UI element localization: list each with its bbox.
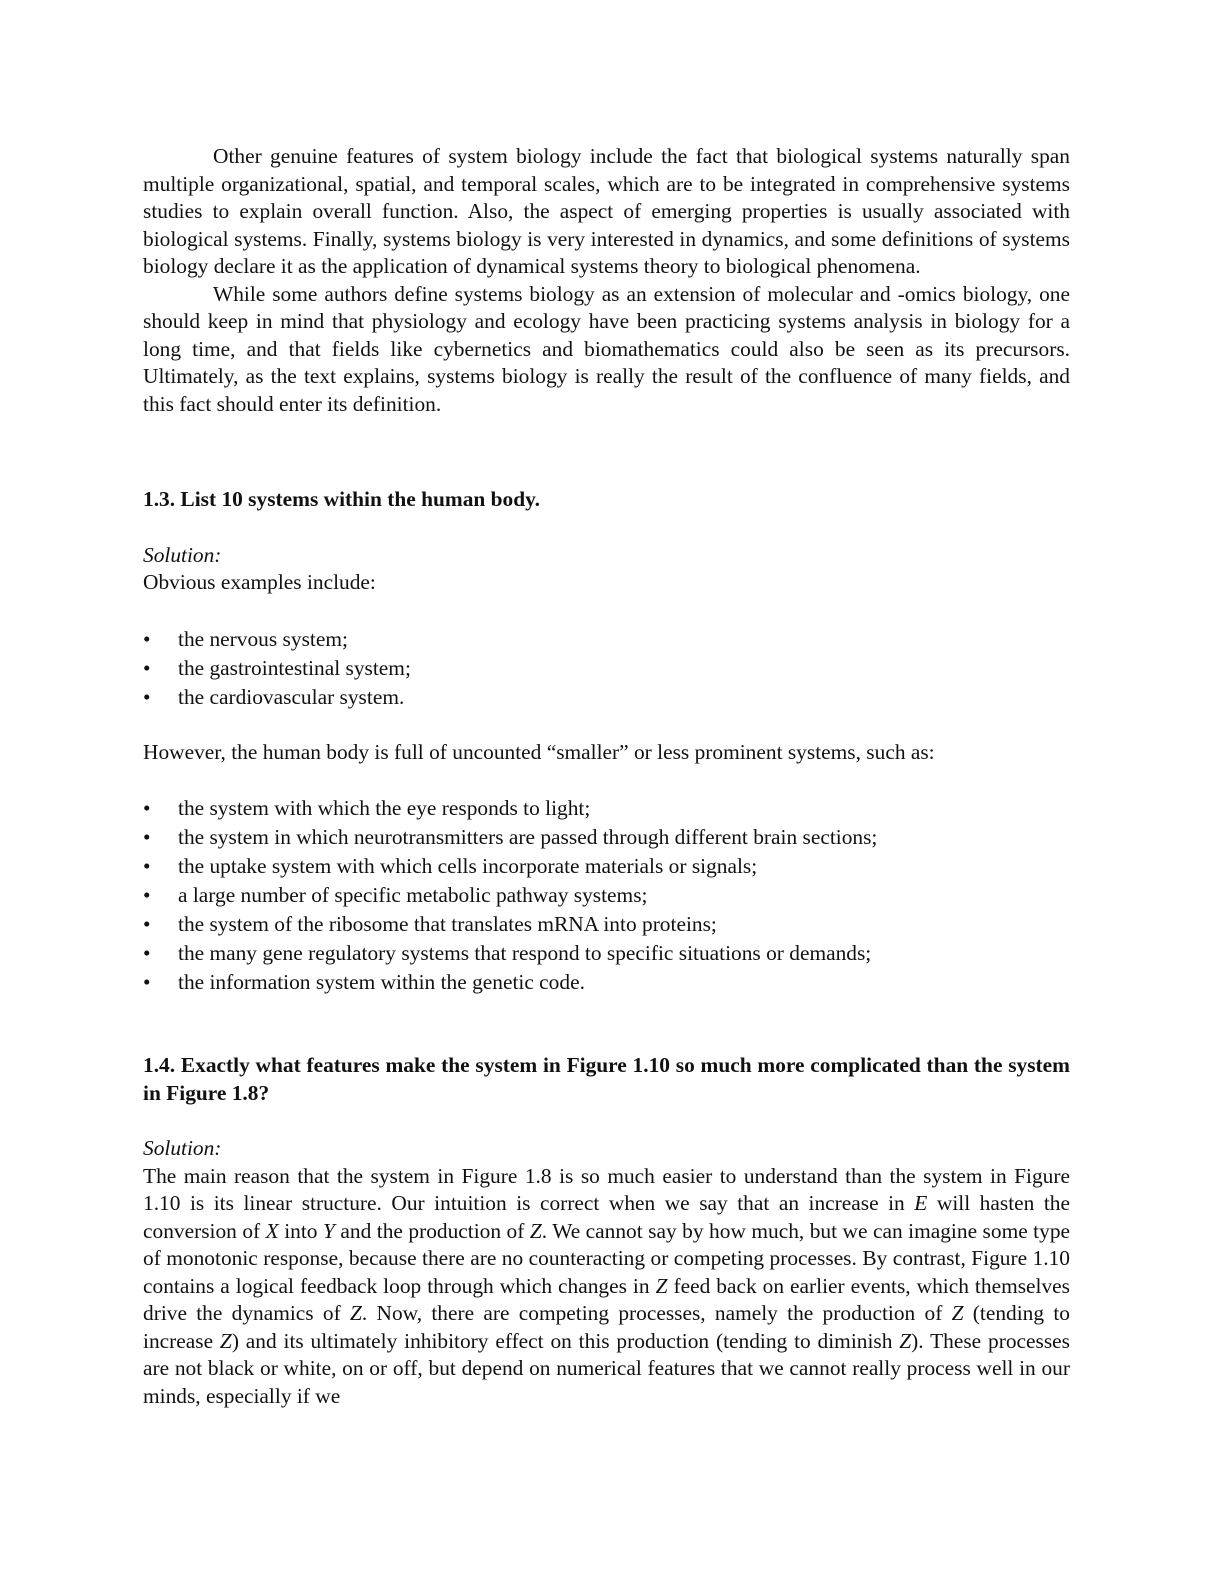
list-item: • the information system within the genetic code. bbox=[143, 968, 1070, 997]
smaller-systems-list bbox=[143, 794, 1070, 997]
question-1-4-heading: 1.4. Exactly what features make the system in Figure 1.10 so much more complicated than the system in Figure 1.8? bbox=[143, 1053, 1070, 1105]
obvious-examples-list bbox=[143, 625, 1070, 712]
question-1-3-heading: 1.3. List 10 systems within the human body. bbox=[143, 487, 540, 511]
list-item: • the nervous system; bbox=[143, 625, 1070, 654]
question-1-4-answer: The main reason that the system in Figure 1.8 is so much easier to understand than the system in Figure 1.10 is its linear structure. Our intuition is correct when we say that an increase in E will hasten the conversion of X into Y and the production of Z. We cannot say by how much, but we can imagine some type of monotonic response, because there are no counteracting or competing processes. By contrast, Figure 1.10 contains a logical feedback loop through which changes in Z feed back on earlier events, which themselves drive the dynamics of Z. Now, there are competing processes, namely the production of Z (tending to increase Z) and its ultimately inhibitory effect on this production (tending to diminish Z). These processes are not black or white, on or off, but depend on numerical features that we cannot really process well in our minds, especially if we bbox=[143, 1163, 1071, 1408]
list-item: • the system of the ribosome that translates mRNA into proteins; bbox=[143, 910, 1070, 939]
list-item: • the gastrointestinal system; bbox=[143, 654, 1070, 683]
list-item: • a large number of specific metabolic pathway systems; bbox=[143, 881, 1070, 910]
intro-paragraph-2: While some authors define systems biology as an extension of molecular and -omics biology, one should keep in mind that physiology and ecology have been practicing systems analysis in biology for a long time, and that fields like cybernetics and biomathematics could also be seen as its precursors. Ultimately, as the text explains, systems biology is really the result of the confluence of many fields, and this fact should enter its definition. bbox=[143, 281, 1070, 416]
list-item: • the system with which the eye responds to light; bbox=[143, 794, 1070, 823]
question-1-4-solution-label: Solution: bbox=[143, 1136, 222, 1160]
list-item: • the cardiovascular system. bbox=[143, 683, 1070, 712]
list-item: • the uptake system with which cells incorporate materials or signals; bbox=[143, 852, 1070, 881]
question-1-3-transition: However, the human body is full of uncounted “smaller” or less prominent systems, such as: bbox=[143, 739, 935, 764]
list-item: • the system in which neurotransmitters are passed through different brain sections; bbox=[143, 823, 1070, 852]
question-1-3-intro: Obvious examples include: bbox=[143, 570, 376, 594]
page-content bbox=[143, 143, 1070, 1410]
intro-paragraph-1: Other genuine features of system biology include the fact that biological systems naturally span multiple organizational, spatial, and temporal scales, which are to be integrated in comprehensive systems studies to explain overall function. Also, the aspect of emerging properties is usually associated with biological systems. Finally, systems biology is very interested in dynamics, and some definitions of systems biology declare it as the application of dynamical systems theory to biological phenomena. bbox=[143, 144, 1070, 278]
list-item: • the many gene regulatory systems that respond to specific situations or demands; bbox=[143, 939, 1070, 968]
question-1-3-solution-label: Solution: bbox=[143, 542, 222, 567]
